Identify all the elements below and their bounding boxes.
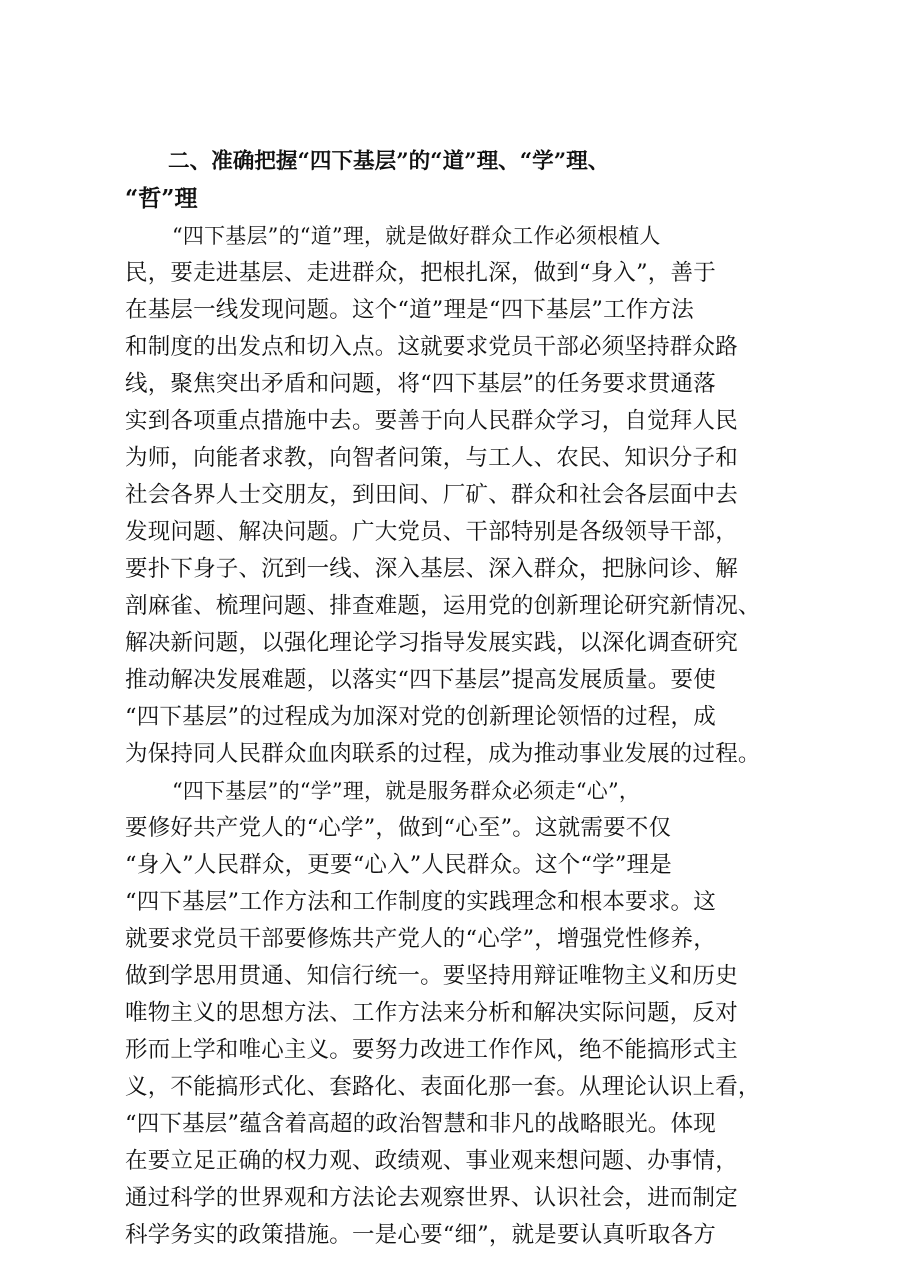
paragraph-line: 要修好共产党人的“心学”，做到“心至”。这就需要不仅	[125, 815, 672, 841]
paragraph-line: 为师，向能者求教，向智者问策，与工人、农民、知识分子和	[125, 445, 738, 471]
paragraph-line: “四下基层”的过程成为加深对党的创新理论领悟的过程，成	[125, 704, 716, 730]
paragraph-line: 民，要走进基层、走进群众，把根扎深，做到“身入”，善于	[125, 260, 716, 286]
paragraph-line: “四下基层”工作方法和工作制度的实践理念和根本要求。这	[125, 889, 716, 915]
paragraph-line: 唯物主义的思想方法、工作方法来分析和解决实际问题，反对	[125, 1000, 738, 1026]
paragraph-line: 社会各界人士交朋友，到田间、厂矿、群众和社会各层面中去	[125, 482, 738, 508]
paragraph-line: 发现问题、解决问题。广大党员、干部特别是各级领导干部，	[125, 519, 738, 545]
paragraph-line: “身入”人民群众，更要“心入”人民群众。这个“学”理是	[125, 852, 672, 878]
paragraph-line: 线，聚焦突出矛盾和问题，将“四下基层”的任务要求贯通落	[125, 371, 716, 397]
paragraph-line: 剖麻雀、梳理问题、排查难题，运用党的创新理论研究新情况、	[125, 593, 761, 619]
paragraph-line: “四下基层”的“道”理，就是做好群众工作必须根植人	[172, 224, 661, 248]
paragraph-line: 在基层一线发现问题。这个“道”理是“四下基层”工作方法	[125, 297, 694, 323]
paragraph-line: 要扑下身子、沉到一线、深入基层、深入群众，把脉问诊、解	[125, 556, 738, 582]
paragraph-line: 就要求党员干部要修炼共产党人的“心学”，增强党性修养，	[125, 926, 716, 952]
paragraph-line: 为保持同人民群众血肉联系的过程，成为推动事业发展的过程。	[125, 741, 761, 767]
paragraph-line: “四下基层”蕴含着高超的政治智慧和非凡的战略眼光。体现	[125, 1111, 716, 1137]
paragraph-line: 实到各项重点措施中去。要善于向人民群众学习，自觉拜人民	[125, 408, 738, 434]
paragraph-line: 通过科学的世界观和方法论去观察世界、认识社会，进而制定	[125, 1185, 738, 1211]
paragraph-line: 形而上学和唯心主义。要努力改进工作作风，绝不能搞形式主	[125, 1037, 738, 1063]
paragraph-line: 义，不能搞形式化、套路化、表面化那一套。从理论认识上看，	[125, 1074, 761, 1100]
section-heading-line-1: 二、准确把握“四下基层”的“道”理、“学”理、	[168, 149, 610, 174]
paragraph-line: 做到学思用贯通、知信行统一。要坚持用辩证唯物主义和历史	[125, 963, 738, 989]
paragraph-line: 解决新问题，以强化理论学习指导发展实践，以深化调查研究	[125, 630, 738, 656]
paragraph-line: 和制度的出发点和切入点。这就要求党员干部必须坚持群众路	[125, 334, 738, 360]
paragraph-line: 在要立足正确的权力观、政绩观、事业观来想问题、办事情，	[125, 1148, 738, 1174]
paragraph-line: 推动解决发展难题，以落实“四下基层”提高发展质量。要使	[125, 667, 716, 693]
section-heading-line-2: “哲”理	[125, 185, 198, 212]
paragraph-line: 科学务实的政策措施。一是心要“细”，就是要认真听取各方	[125, 1222, 716, 1248]
paragraph-line: “四下基层”的“学”理，就是服务群众必须走“心”，	[172, 779, 641, 803]
